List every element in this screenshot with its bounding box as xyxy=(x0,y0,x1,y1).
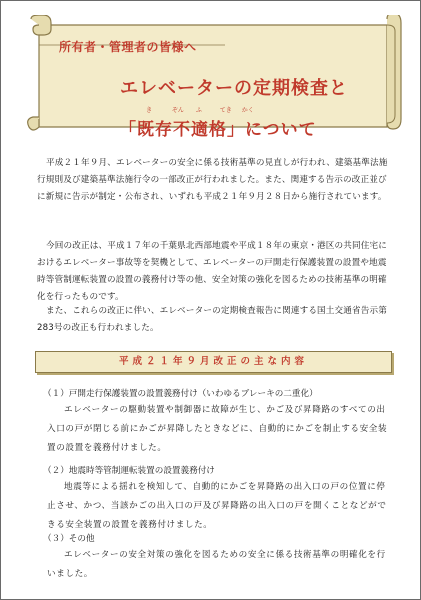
item-heading-2: （２）地震時等管制運転装置の設置義務付け xyxy=(43,466,215,476)
intro-paragraph-2: 今回の改正は、平成１７年の千葉県北西部地震や平成１８年の東京・港区の共同住宅におけるエレベーター事故等を契機として、エレベーターの戸開走行保護装置の設置や地震時等管制運転装置の設置の義務付け等の他、安全対策の強化を図るための技術基準の明確化を行ったものです。 xyxy=(37,241,388,302)
item-body-3: エレベーターの安全対策の強化を図るための安全に係る技術基準の明確化を行いました。 xyxy=(47,550,386,579)
item-heading-1: （１）戸開走行保護装置の設置義務付け（いわゆるブレーキの二重化） xyxy=(43,389,318,399)
page-title-line-2: 「既存不適格」について xyxy=(119,120,317,140)
title-ruby xyxy=(146,105,254,114)
ruby-kaku: かく xyxy=(241,107,254,114)
section-heading-box xyxy=(35,351,392,373)
intro-paragraph-1: 平成２１年９月、エレベーターの安全に係る技術基準の見直しが行われ、建築基準法施行規則及び建築基準法施行令の一部改正が行われました。また、関連する告示の改正並びに新規に告示が制定・公布され、いずれも平成２１年９月２８日から施行されています。 xyxy=(37,158,388,202)
ruby-teki: てき xyxy=(219,107,232,114)
intro-paragraph-3: また、これらの改正に伴い、エレベーターの定期検査報告に関連する国土交通省告示第283号の改正も行われました。 xyxy=(37,306,388,333)
scroll-banner xyxy=(25,15,405,140)
section-title: 平成２１年９月改正の主な内容 xyxy=(118,356,308,367)
ruby-fu: ふ xyxy=(195,107,202,114)
item-body-2: 地震等による揺れを検知して、自動的にかごを昇降路の出入口の戸の位置に停止させ、かつ、当該かごの出入口の戸及び昇降路の出入口の戸を開くことなどができる安全装置の設置を義務付けました。 xyxy=(47,482,387,530)
item-body-1: エレベーターの駆動装置や制御器に故障が生じ、かご及び昇降路のすべての出入口の戸が閉じる前にかごが昇降したときなどに、自動的にかごを制止する安全装置の設置を義務付けました。 xyxy=(47,405,388,453)
ruby-ki: き xyxy=(146,107,153,114)
audience-label: 所有者・管理者の皆様へ xyxy=(59,40,197,54)
ruby-zon: ぞん xyxy=(171,107,184,114)
item-heading-3: （３）その他 xyxy=(43,534,95,544)
page-title-line-1: エレベーターの定期検査と xyxy=(120,78,348,99)
